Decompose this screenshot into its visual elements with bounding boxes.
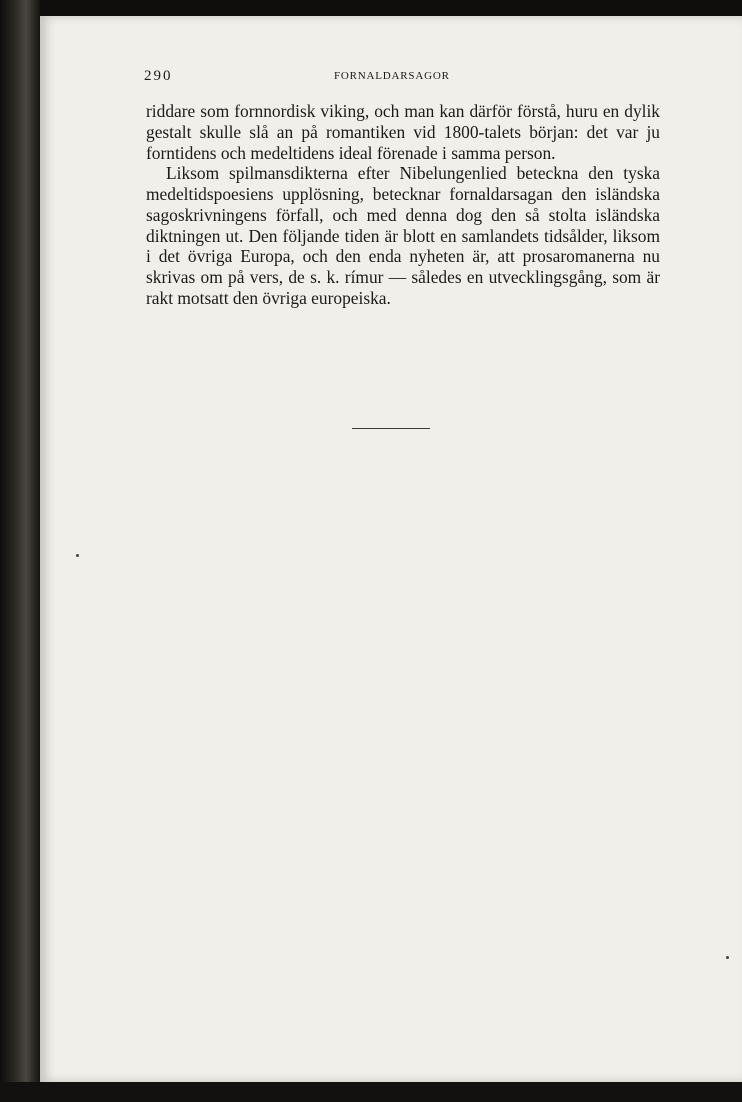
book-spine (0, 0, 40, 1102)
section-separator (352, 428, 430, 429)
ink-speck (726, 956, 729, 959)
scan-bottom-edge (0, 1082, 742, 1102)
running-head: FORNALDARSAGOR (334, 70, 450, 82)
page-number: 290 (144, 68, 173, 84)
body-text (146, 101, 660, 309)
scan-top-edge (0, 0, 742, 16)
page-header (144, 68, 660, 88)
paragraph: riddare som fornnordisk viking, och man kan därför förstå, huru en dylik gestalt skulle slå an på romantiken vid 1800-talets början: det var ju forntidens och medeltidens ideal förenade i samma person. (146, 101, 660, 163)
paragraph: Liksom spilmansdikterna efter Nibelungenlied beteckna den tyska medeltidspoesiens upplösning, betecknar fornaldarsagan den isländska sagoskrivningens förfall, och med denna dog den så stolta isländska diktningen ut. Den följande tiden är blott en samlandets tidsålder, liksom i det övriga Europa, och den enda nyheten är, att prosaromanerna nu skrivas om på vers, de s. k. rímur — således en utvecklingsgång, som är rakt motsatt den övriga europeiska. (146, 163, 660, 308)
ink-speck (76, 554, 79, 557)
